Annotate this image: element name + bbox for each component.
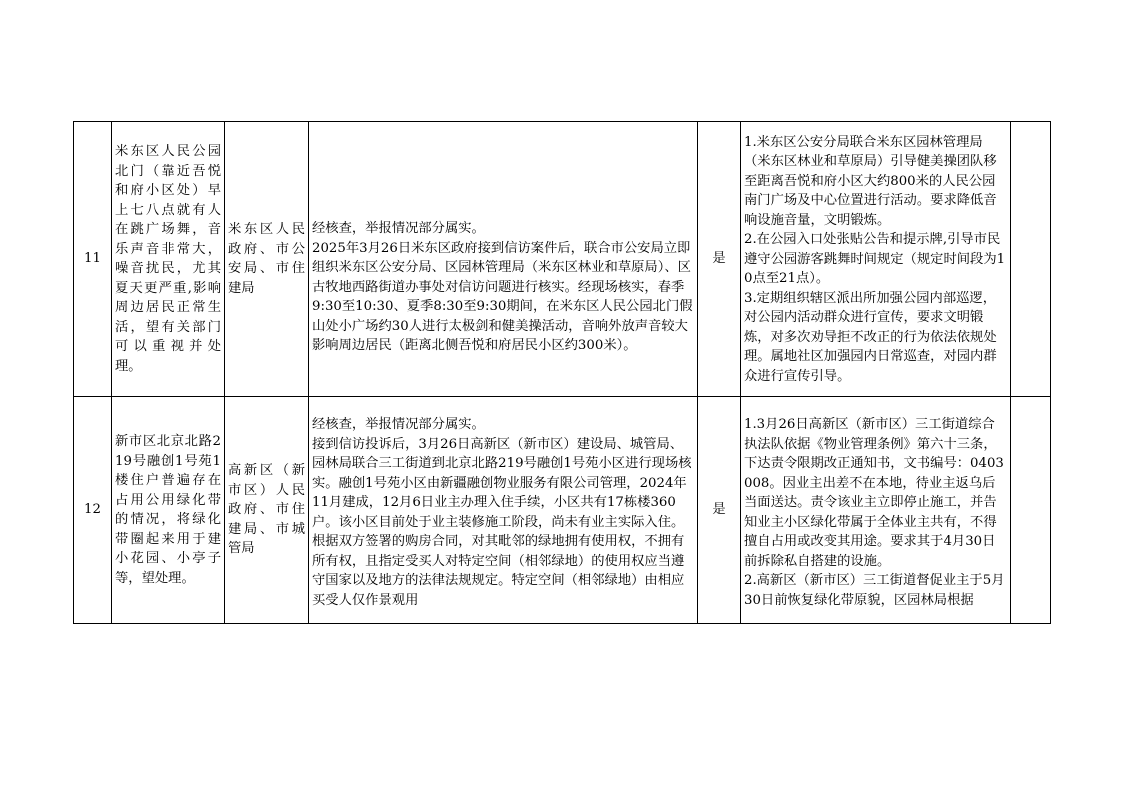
rectification-measures: 1.3月26日高新区（新市区）三工街道综合执法队依据《物业管理条例》第六十三条，下达责令限期改正通知书，文书编号：0403008。因业主出差不在本地，待业主返乌后当面送达。责令该业主立即停止施工，并告知业主小区绿化带属于全体业主共有，不得擅自占用或改变其用途。要求其于4月30日前拆除私自搭建的设施。 2.高新区（新市区）三工街道督促业主于5月30日前恢复绿化带原貌，区园林局根据 (741, 397, 1011, 624)
investigation-content: 经核查，举报情况部分属实。 接到信访投诉后，3月26日高新区（新市区）建设局、城管局、园林局联合三工街道到北京北路219号融创1号苑小区进行现场核实。融创1号苑小区由新疆融创物业服务有限公司管理，2024年11月建成，12月6日业主办理入住手续，小区共有17栋楼360户。该小区目前处于业主装修施工阶段，尚未有业主实际入住。根据双方签署的购房合同，对其毗邻的绿地拥有使用权，不拥有所有权，且指定受买人对特定空间（相邻绿地）的使用权应当遵守国家以及地方的法律法规规定。特定空间（相邻绿地）由相应买受人仅作景观用 (309, 397, 698, 624)
responsible-department: 米东区人民政府、市公安局、市住建局 (225, 122, 309, 397)
row-number: 11 (74, 122, 112, 397)
responsible-department: 高新区（新市区）人民政府、市住建局、市城管局 (225, 397, 309, 624)
problem-description: 新市区北京北路219号融创1号苑1楼住户普遍存在占用公用绿化带的情况，将绿化带圈起来用于建小花园、小亭子等，望处理。 (112, 397, 225, 624)
verified-flag: 是 (698, 397, 741, 624)
verified-flag: 是 (698, 122, 741, 397)
remark-cell (1011, 397, 1051, 624)
problem-description: 米东区人民公园北门（靠近吾悦和府小区处）早上七八点就有人在跳广场舞，音乐声音非常大，噪音扰民，尤其夏天更严重,影响周边居民正常生活，望有关部门可以重视并处理。 (112, 122, 225, 397)
row-number: 12 (74, 397, 112, 624)
table-row (74, 122, 1051, 397)
investigation-content: 经核查，举报情况部分属实。 2025年3月26日米东区政府接到信访案件后，联合市公安局立即组织米东区公安分局、区园林管理局（米东区林业和草原局）、区古牧地西路街道办事处对信访问题进行核实。经现场核实，春季9:30至10:30、夏季8:30至9:30期间，在米东区人民公园北门假山处小广场约30人进行太极剑和健美操活动，音响外放声音较大影响周边居民（距离北侧吾悦和府居民小区约300米）。 (309, 122, 698, 397)
complaint-table (73, 121, 1051, 624)
remark-cell (1011, 122, 1051, 397)
rectification-measures: 1.米东区公安分局联合米东区园林管理局（米东区林业和草原局）引导健美操团队移至距离吾悦和府小区大约800米的人民公园南门广场及中心位置进行活动。要求降低音响设施音量，文明锻炼。 2.在公园入口处张贴公告和提示牌,引导市民遵守公园游客跳舞时间规定（规定时间段为10点至21点）。 3.定期组织辖区派出所加强公园内部巡逻，对公园内活动群众进行宣传，要求文明锻炼，对多次劝导拒不改正的行为依法依规处理。属地社区加强园内日常巡查，对园内群众进行宣传引导。 (741, 122, 1011, 397)
table-row (74, 397, 1051, 624)
